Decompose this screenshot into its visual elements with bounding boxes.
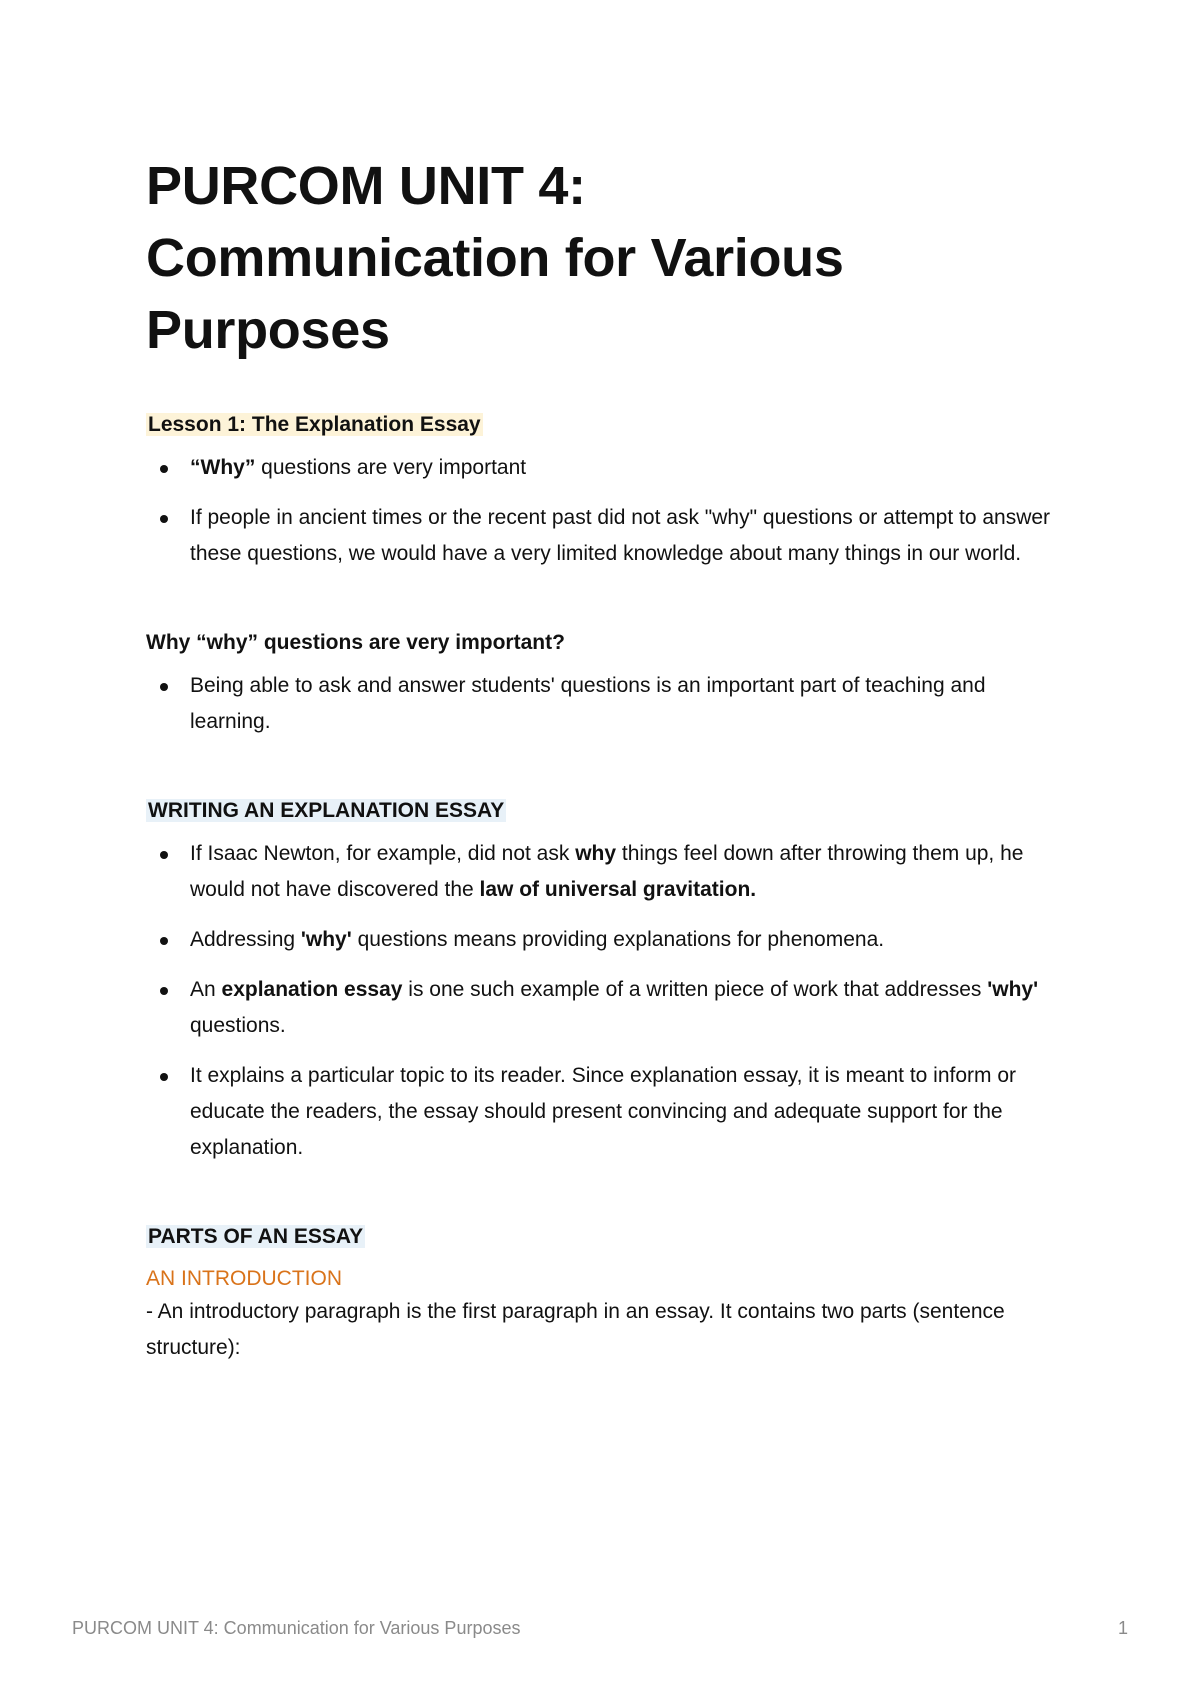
list-item-text: If Isaac Newton, for example, did not ask	[190, 842, 576, 865]
why-section-heading: Why “why” questions are very important?	[146, 631, 565, 654]
writing-section-list	[146, 836, 1066, 1166]
title-line-2: Communication for Various	[146, 228, 844, 288]
parts-section-heading	[146, 1222, 1066, 1252]
bullet-icon	[160, 987, 168, 995]
list-item-text: If people in ancient times or the recent past did not ask "why" questions or attempt to answer these questions, we would have a very limited knowledge about many things in our world.	[190, 506, 1051, 565]
bold-text: “Why”	[190, 456, 256, 479]
bullet-icon	[160, 851, 168, 859]
why-section-list	[146, 668, 1066, 740]
writing-section-heading-text: WRITING AN EXPLANATION ESSAY	[148, 799, 505, 822]
lesson-1-heading-text: Lesson 1: The Explanation Essay	[148, 413, 481, 436]
list-item	[146, 836, 1066, 908]
list-item-text: questions.	[190, 1014, 286, 1037]
lesson-1-list	[146, 450, 1066, 572]
page-content	[146, 150, 1066, 1366]
title-line-1: PURCOM UNIT 4:	[146, 156, 586, 216]
footer-page-number: 1	[1118, 1618, 1129, 1638]
list-item	[146, 922, 1066, 958]
footer-document-title: PURCOM UNIT 4: Communication for Various Purposes	[72, 1618, 521, 1638]
bold-text: law of universal gravitation.	[479, 878, 757, 901]
list-item-text: An	[190, 978, 222, 1001]
list-item-text: It explains a particular topic to its reader. Since explanation essay, it is meant to inform or educate the readers, the essay should present convincing and adequate support for the explanation.	[190, 1064, 1017, 1159]
bullet-icon	[160, 465, 168, 473]
writing-section-heading	[146, 796, 1066, 826]
bold-text: why	[575, 842, 617, 865]
list-item-text: Addressing	[190, 928, 301, 951]
list-item	[146, 450, 1066, 486]
list-item-text: Being able to ask and answer students' questions is an important part of teaching and learning.	[190, 674, 986, 733]
list-item-text: things feel down after throwing them up, he would not have discovered the	[190, 842, 1024, 901]
list-item-text: questions means providing explanations for phenomena.	[351, 928, 885, 951]
introduction-paragraph: - An introductory paragraph is the first paragraph in an essay. It contains two parts (sentence structure):	[146, 1300, 1005, 1359]
bullet-icon	[160, 937, 168, 945]
bold-text: explanation essay	[221, 978, 403, 1001]
bullet-icon	[160, 683, 168, 691]
introduction-subheading: AN INTRODUCTION	[146, 1267, 342, 1290]
parts-section-heading-text: PARTS OF AN ESSAY	[148, 1225, 364, 1248]
list-item	[146, 972, 1066, 1044]
list-item	[146, 1058, 1066, 1166]
bullet-icon	[160, 515, 168, 523]
list-item	[146, 668, 1066, 740]
list-item-text: questions are very important	[255, 456, 527, 479]
bold-text: 'why'	[987, 978, 1039, 1001]
document-title	[146, 150, 1066, 366]
lesson-1-heading	[146, 410, 1066, 440]
bold-text: 'why'	[300, 928, 352, 951]
list-item-text: is one such example of a written piece of work that addresses	[402, 978, 988, 1001]
bullet-icon	[160, 1073, 168, 1081]
title-line-3: Purposes	[146, 300, 390, 360]
list-item	[146, 500, 1066, 572]
